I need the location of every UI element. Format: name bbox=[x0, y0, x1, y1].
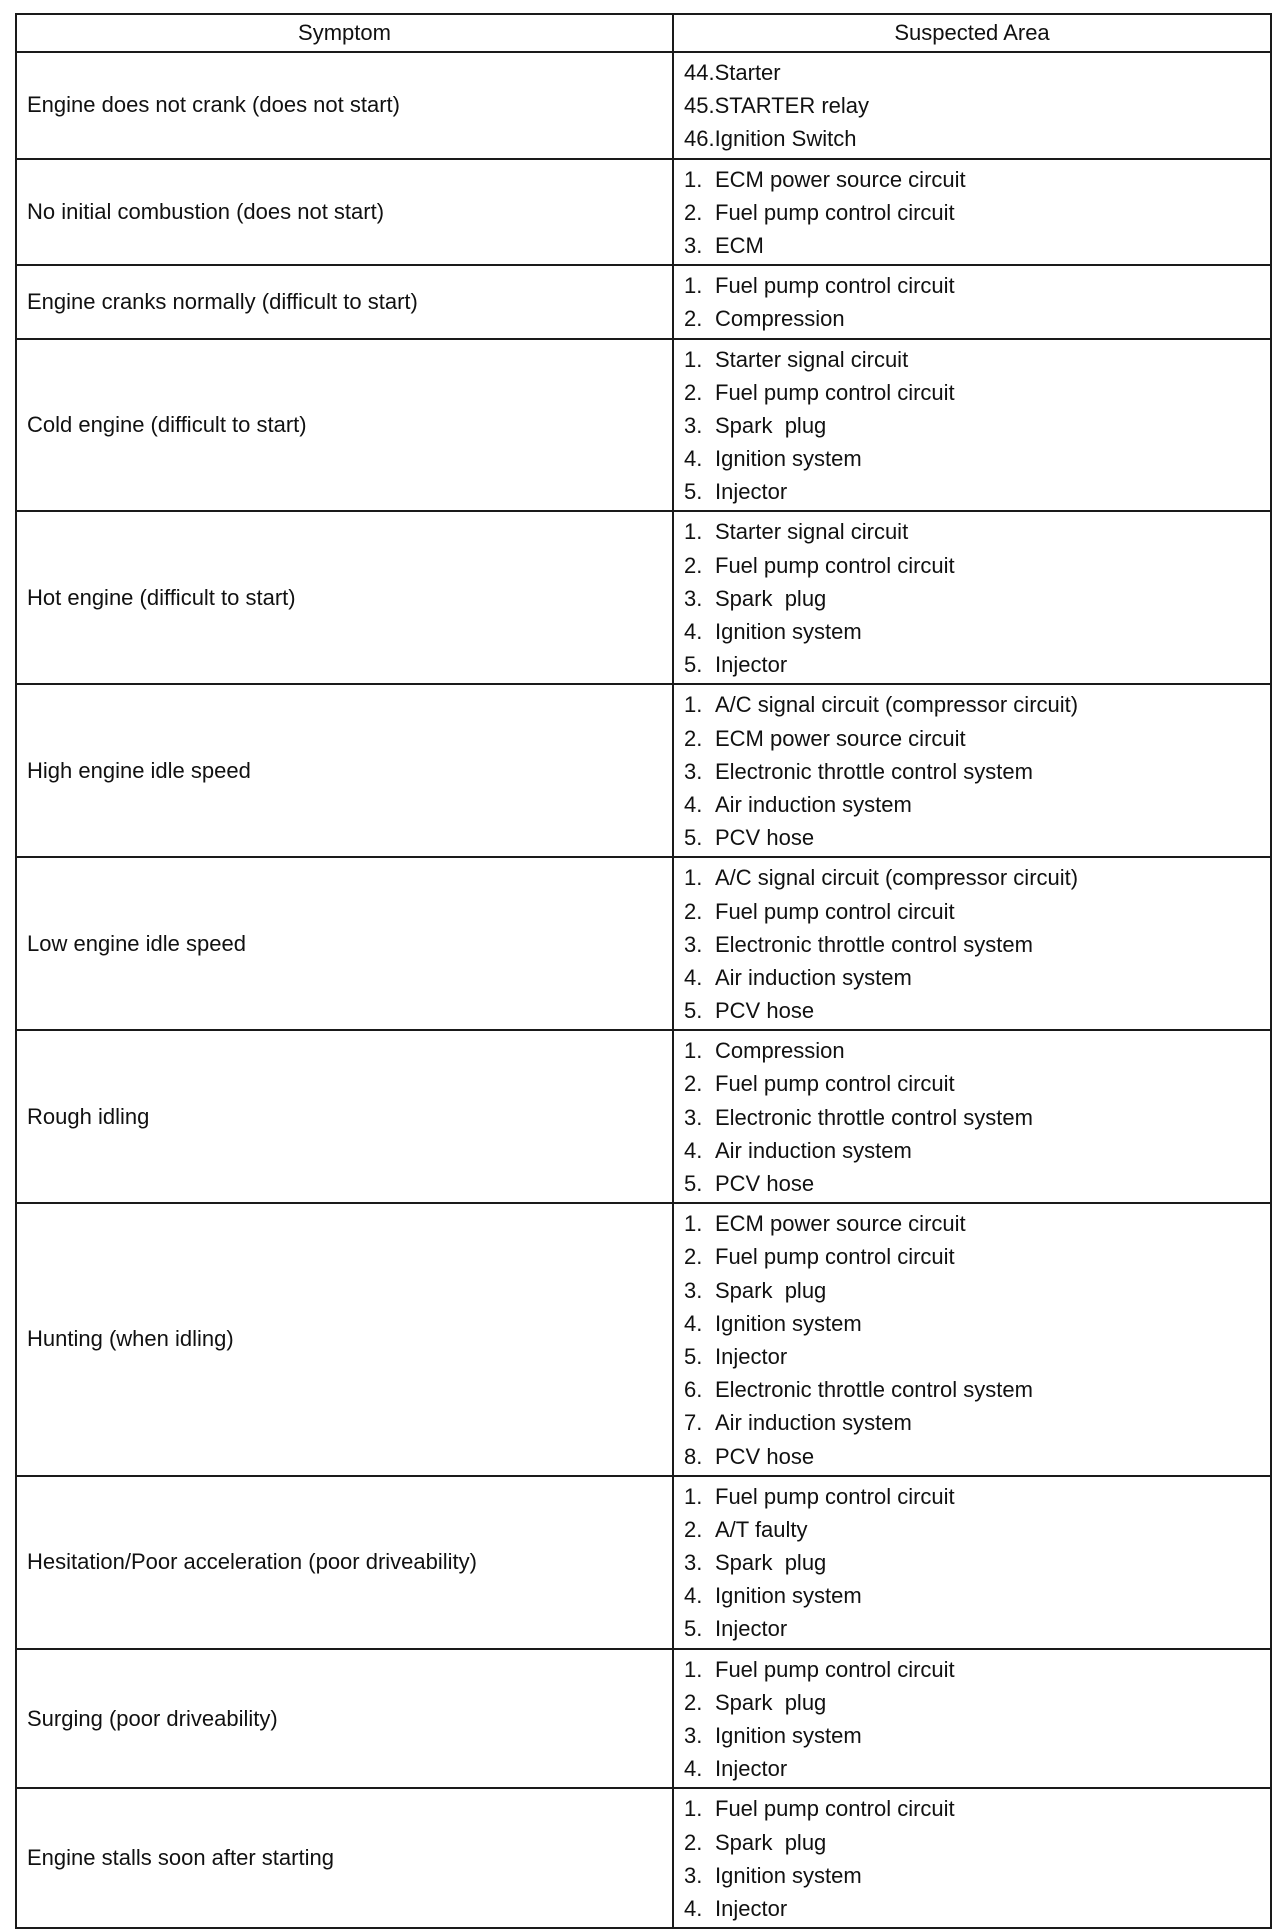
suspected-area-item bbox=[684, 163, 1270, 196]
suspected-area-cell bbox=[673, 265, 1271, 338]
table-row bbox=[16, 1476, 1271, 1649]
suspected-area-item bbox=[684, 582, 1270, 615]
suspected-area-item bbox=[684, 1579, 1270, 1612]
header-symptom: Symptom bbox=[16, 14, 673, 52]
symptom-cell: High engine idle speed bbox=[16, 684, 673, 857]
item-text: Injector bbox=[715, 479, 788, 505]
table-row bbox=[16, 52, 1271, 159]
item-number: 1. bbox=[684, 865, 703, 891]
item-text: Air induction system bbox=[715, 1410, 912, 1436]
item-number: 2. bbox=[684, 725, 703, 751]
table-row bbox=[16, 684, 1271, 857]
item-text: Spark plug bbox=[715, 1829, 827, 1855]
item-text: Air induction system bbox=[715, 791, 912, 817]
suspected-area-item bbox=[684, 1859, 1270, 1892]
header-suspected-area: Suspected Area bbox=[673, 14, 1271, 52]
item-number: 1. bbox=[684, 273, 703, 299]
item-text: Air induction system bbox=[715, 964, 912, 990]
item-number: 3. bbox=[684, 1723, 703, 1748]
suspected-area-item bbox=[684, 1101, 1270, 1134]
suspected-area-cell bbox=[673, 339, 1271, 512]
suspected-area-item bbox=[684, 269, 1270, 302]
suspected-area-item bbox=[684, 1480, 1270, 1513]
suspected-area-item bbox=[684, 1373, 1270, 1406]
suspected-area-item bbox=[684, 515, 1270, 548]
suspected-area-item bbox=[684, 409, 1270, 442]
item-text: ECM bbox=[715, 232, 764, 258]
symptom-cell: Engine cranks normally (difficult to start) bbox=[16, 265, 673, 338]
suspected-area-cell bbox=[673, 1649, 1271, 1789]
suspected-area-item bbox=[684, 1612, 1270, 1645]
suspected-area-item bbox=[684, 688, 1270, 721]
suspected-area-item bbox=[684, 1686, 1270, 1719]
item-number: 3. bbox=[684, 1104, 703, 1130]
item-text: Ignition system bbox=[715, 1310, 862, 1336]
symptom-cell: Engine does not crank (does not start) bbox=[16, 52, 673, 159]
item-number: 3. bbox=[684, 1862, 703, 1888]
suspected-area-item bbox=[684, 788, 1270, 821]
item-text: ECM power source circuit bbox=[715, 1211, 966, 1237]
suspected-area-cell bbox=[673, 857, 1271, 1030]
item-text: Spark plug bbox=[715, 585, 827, 611]
suspected-area-item bbox=[684, 961, 1270, 994]
item-text: PCV hose bbox=[715, 825, 815, 851]
table-row bbox=[16, 339, 1271, 512]
item-text: Ignition system bbox=[715, 1862, 862, 1888]
item-text: A/T faulty bbox=[715, 1516, 808, 1542]
symptom-cell: Hunting (when idling) bbox=[16, 1203, 673, 1476]
item-number: 3. bbox=[684, 232, 703, 258]
suspected-area-item bbox=[684, 89, 1270, 122]
suspected-area-item bbox=[684, 56, 1270, 89]
item-number: 4. bbox=[684, 1583, 703, 1609]
item-number: 5. bbox=[684, 1616, 703, 1642]
item-number: 4. bbox=[684, 619, 703, 644]
item-number: 45. bbox=[684, 93, 715, 119]
suspected-area-cell bbox=[673, 1030, 1271, 1203]
item-number: 3. bbox=[684, 1277, 703, 1303]
item-text: Starter bbox=[714, 60, 781, 85]
table-row bbox=[16, 1649, 1271, 1789]
item-text: Fuel pump control circuit bbox=[715, 1071, 955, 1097]
item-text: Fuel pump control circuit bbox=[715, 552, 955, 578]
item-number: 4. bbox=[684, 1756, 703, 1782]
symptom-cell: Hot engine (difficult to start) bbox=[16, 511, 673, 684]
item-text: Air induction system bbox=[715, 1137, 912, 1163]
suspected-area-cell bbox=[673, 52, 1271, 159]
item-text: Injector bbox=[715, 652, 788, 678]
item-number: 44. bbox=[684, 60, 715, 85]
item-number: 2. bbox=[684, 379, 703, 405]
item-number: 3. bbox=[684, 412, 703, 438]
item-text: Starter signal circuit bbox=[715, 519, 909, 545]
item-text: Fuel pump control circuit bbox=[715, 273, 955, 299]
suspected-area-item bbox=[684, 196, 1270, 229]
suspected-area-item bbox=[684, 1546, 1270, 1579]
suspected-area-item bbox=[684, 1274, 1270, 1307]
suspected-area-cell bbox=[673, 684, 1271, 857]
item-number: 2. bbox=[684, 1244, 703, 1270]
suspected-area-item bbox=[684, 615, 1270, 648]
item-number: 1. bbox=[684, 1656, 703, 1682]
item-number: 5. bbox=[684, 652, 703, 678]
symptom-cell: Rough idling bbox=[16, 1030, 673, 1203]
item-text: Injector bbox=[715, 1616, 788, 1642]
symptom-cell: Cold engine (difficult to start) bbox=[16, 339, 673, 512]
item-text: A/C signal circuit (compressor circuit) bbox=[715, 692, 1079, 718]
item-text: ECM power source circuit bbox=[715, 166, 966, 192]
item-text: Spark plug bbox=[715, 1550, 827, 1576]
item-text: Fuel pump control circuit bbox=[715, 898, 955, 924]
item-number: 46. bbox=[684, 126, 715, 152]
item-text: Ignition system bbox=[715, 1583, 862, 1609]
item-text: Fuel pump control circuit bbox=[715, 1483, 955, 1509]
symptom-cell: No initial combustion (does not start) bbox=[16, 159, 673, 266]
item-text: Ignition system bbox=[715, 446, 862, 472]
suspected-area-item bbox=[684, 1752, 1270, 1785]
item-text: Fuel pump control circuit bbox=[715, 1796, 955, 1822]
item-number: 4. bbox=[684, 1895, 703, 1921]
suspected-area-item bbox=[684, 861, 1270, 894]
item-number: 3. bbox=[684, 931, 703, 957]
table-row bbox=[16, 1030, 1271, 1203]
suspected-area-item bbox=[684, 549, 1270, 582]
item-number: 6. bbox=[684, 1377, 703, 1403]
table-body bbox=[16, 52, 1271, 1928]
table-row bbox=[16, 265, 1271, 338]
item-text: Fuel pump control circuit bbox=[715, 379, 955, 405]
item-number: 5. bbox=[684, 998, 703, 1024]
item-number: 3. bbox=[684, 758, 703, 784]
suspected-area-item bbox=[684, 1240, 1270, 1273]
item-number: 1. bbox=[684, 1211, 703, 1237]
item-number: 2. bbox=[684, 306, 703, 332]
item-number: 1. bbox=[684, 1038, 703, 1064]
item-text: PCV hose bbox=[715, 1171, 815, 1196]
item-text: PCV hose bbox=[715, 1443, 815, 1469]
item-text: STARTER relay bbox=[714, 93, 870, 119]
item-number: 2. bbox=[684, 1829, 703, 1855]
suspected-area-item bbox=[684, 1067, 1270, 1100]
suspected-area-item bbox=[684, 442, 1270, 475]
item-number: 2. bbox=[684, 552, 703, 578]
suspected-area-item bbox=[684, 475, 1270, 508]
suspected-area-item bbox=[684, 343, 1270, 376]
item-text: Electronic throttle control system bbox=[715, 758, 1033, 784]
suspected-area-item bbox=[684, 1440, 1270, 1473]
item-text: Electronic throttle control system bbox=[715, 1104, 1033, 1130]
suspected-area-item bbox=[684, 1792, 1270, 1825]
item-text: Fuel pump control circuit bbox=[715, 1656, 955, 1682]
item-number: 1. bbox=[684, 519, 703, 545]
item-text: PCV hose bbox=[715, 998, 815, 1024]
table-row bbox=[16, 857, 1271, 1030]
table-row bbox=[16, 159, 1271, 266]
table-header-row bbox=[16, 14, 1271, 52]
item-text: Fuel pump control circuit bbox=[715, 1244, 955, 1270]
suspected-area-item bbox=[684, 994, 1270, 1027]
suspected-area-item bbox=[684, 1134, 1270, 1167]
suspected-area-item bbox=[684, 1892, 1270, 1925]
table-row bbox=[16, 1203, 1271, 1476]
suspected-area-item bbox=[684, 928, 1270, 961]
suspected-area-item bbox=[684, 229, 1270, 262]
item-text: Spark plug bbox=[715, 412, 827, 438]
suspected-area-item bbox=[684, 1307, 1270, 1340]
item-number: 8. bbox=[684, 1443, 703, 1469]
suspected-area-cell bbox=[673, 1788, 1271, 1928]
item-number: 5. bbox=[684, 1343, 703, 1369]
item-number: 7. bbox=[684, 1410, 703, 1436]
symptom-cell: Engine stalls soon after starting bbox=[16, 1788, 673, 1928]
item-text: Electronic throttle control system bbox=[715, 931, 1033, 957]
suspected-area-item bbox=[684, 1034, 1270, 1067]
suspected-area-item bbox=[684, 1207, 1270, 1240]
item-text: Injector bbox=[715, 1756, 788, 1782]
suspected-area-cell bbox=[673, 1203, 1271, 1476]
item-text: Ignition system bbox=[715, 1723, 862, 1748]
item-text: Injector bbox=[715, 1343, 788, 1369]
suspected-area-item bbox=[684, 722, 1270, 755]
item-number: 1. bbox=[684, 692, 703, 718]
item-number: 5. bbox=[684, 1171, 703, 1196]
item-text: Compression bbox=[715, 1038, 845, 1064]
symptom-cell: Surging (poor driveability) bbox=[16, 1649, 673, 1789]
suspected-area-cell bbox=[673, 511, 1271, 684]
suspected-area-cell bbox=[673, 159, 1271, 266]
item-number: 3. bbox=[684, 585, 703, 611]
item-number: 2. bbox=[684, 199, 703, 225]
suspected-area-item bbox=[684, 648, 1270, 681]
item-number: 4. bbox=[684, 1137, 703, 1163]
item-text: A/C signal circuit (compressor circuit) bbox=[715, 865, 1079, 891]
suspected-area-item bbox=[684, 302, 1270, 335]
item-text: Injector bbox=[715, 1895, 788, 1921]
item-text: ECM power source circuit bbox=[715, 725, 966, 751]
suspected-area-item bbox=[684, 821, 1270, 854]
item-text: Starter signal circuit bbox=[715, 346, 909, 372]
suspected-area-item bbox=[684, 1167, 1270, 1200]
item-text: Spark plug bbox=[715, 1277, 827, 1303]
item-number: 1. bbox=[684, 1483, 703, 1509]
suspected-area-item bbox=[684, 1719, 1270, 1752]
table-row bbox=[16, 511, 1271, 684]
item-number: 4. bbox=[684, 964, 703, 990]
item-text: Electronic throttle control system bbox=[715, 1377, 1033, 1403]
item-number: 2. bbox=[684, 1071, 703, 1097]
item-number: 1. bbox=[684, 346, 703, 372]
item-number: 5. bbox=[684, 825, 703, 851]
item-number: 4. bbox=[684, 446, 703, 472]
item-number: 2. bbox=[684, 1516, 703, 1542]
item-number: 5. bbox=[684, 479, 703, 505]
suspected-area-item bbox=[684, 1513, 1270, 1546]
item-number: 4. bbox=[684, 1310, 703, 1336]
item-text: Ignition Switch bbox=[714, 126, 857, 152]
table-row bbox=[16, 1788, 1271, 1928]
item-number: 2. bbox=[684, 1689, 703, 1715]
suspected-area-cell bbox=[673, 1476, 1271, 1649]
item-text: Spark plug bbox=[715, 1689, 827, 1715]
suspected-area-item bbox=[684, 376, 1270, 409]
item-number: 1. bbox=[684, 1796, 703, 1822]
symptom-cell: Low engine idle speed bbox=[16, 857, 673, 1030]
suspected-area-item bbox=[684, 1653, 1270, 1686]
suspected-area-item bbox=[684, 895, 1270, 928]
item-number: 2. bbox=[684, 898, 703, 924]
suspected-area-item bbox=[684, 1340, 1270, 1373]
suspected-area-item bbox=[684, 1406, 1270, 1439]
item-text: Ignition system bbox=[715, 619, 862, 644]
troubleshooting-table bbox=[15, 13, 1272, 1929]
symptom-cell: Hesitation/Poor acceleration (poor driveability) bbox=[16, 1476, 673, 1649]
item-number: 3. bbox=[684, 1550, 703, 1576]
suspected-area-item bbox=[684, 755, 1270, 788]
suspected-area-item bbox=[684, 122, 1270, 155]
suspected-area-item bbox=[684, 1826, 1270, 1859]
item-text: Fuel pump control circuit bbox=[715, 199, 955, 225]
item-number: 4. bbox=[684, 791, 703, 817]
item-text: Compression bbox=[715, 306, 845, 332]
item-number: 1. bbox=[684, 166, 703, 192]
